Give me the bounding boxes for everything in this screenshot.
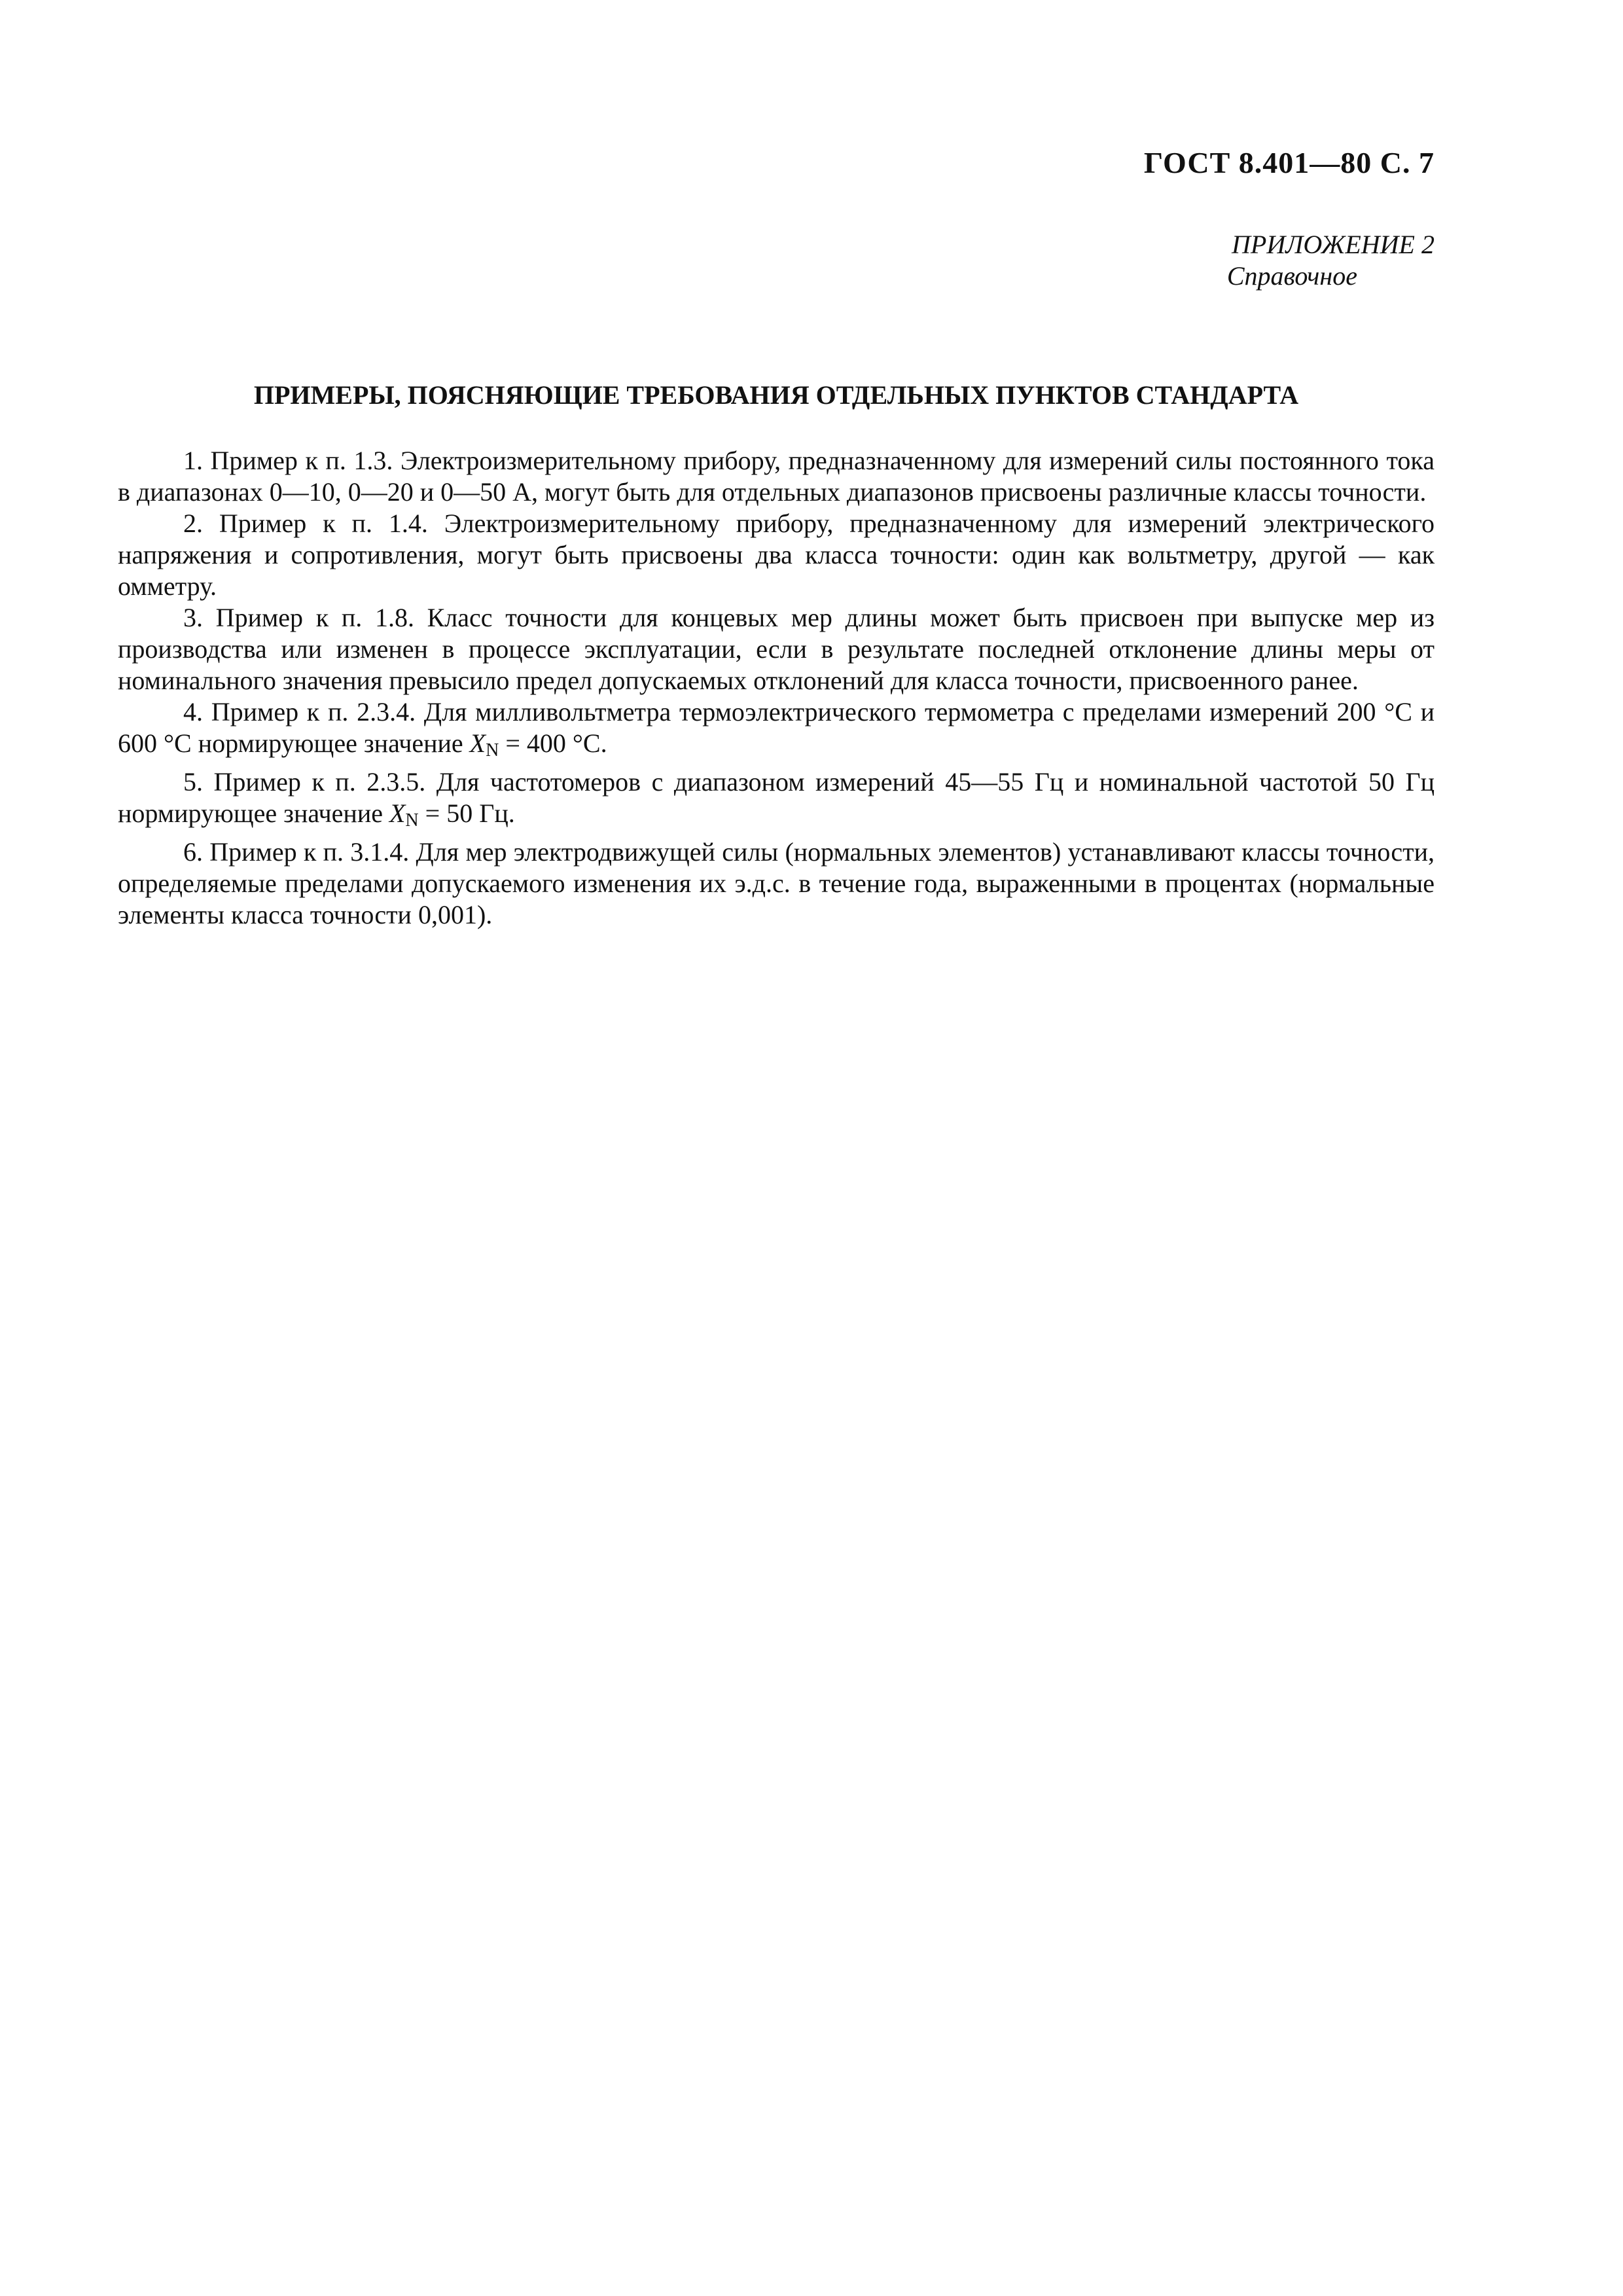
example-5-text: 5. Пример к п. 2.3.5. Для частотомеров с диапазоном измерений 45—55 Гц и номинальной частотой 50 Гц нормирующее значение — [118, 767, 1435, 828]
example-paragraph-3: 3. Пример к п. 1.8. Класс точности для концевых мер длины может быть присвоен при выпуске мер из производства или изменен в процессе эксплуатации, если в результате последней отклонение длины меры от номинального значения превысило предел допускаемых отклонений для класса точности, присвоенного ранее. — [118, 603, 1435, 695]
appendix-label: ПРИЛОЖЕНИЕ 2 — [1232, 230, 1435, 259]
appendix-type: Справочное — [1226, 261, 1357, 291]
document-code-header: ГОСТ 8.401—80 С. 7 — [1143, 146, 1435, 179]
example-paragraph-2: 2. Пример к п. 1.4. Электроизмерительному прибору, предназначенному для измерений электрического напряжения и сопротивления, могут быть присвоены два класса точности: один как вольтметру, другой — как омметру. — [118, 509, 1435, 601]
section-title: ПРИМЕРЫ, ПОЯСНЯЮЩИЕ ТРЕБОВАНИЯ ОТДЕЛЬНЫХ ПУНКТОВ СТАНДАРТА — [253, 380, 1299, 410]
example-5-value: = 50 Гц. — [418, 798, 515, 828]
variable-x: X — [389, 798, 406, 828]
variable-x: X — [469, 728, 486, 758]
example-4-value: = 400 °С. — [499, 728, 607, 758]
example-paragraph-4 — [118, 696, 1435, 766]
example-paragraph-6: 6. Пример к п. 3.1.4. Для мер электродвижущей силы (нормальных элементов) устанавливают классы точности, определяемые пределами допускаемого изменения их э.д.с. в течение года, выраженными в процентах (нормальные элементы класса точности 0,001). — [118, 837, 1435, 929]
example-paragraph-1: 1. Пример к п. 1.3. Электроизмерительному прибору, предназначенному для измерений силы постоянного тока в диапазонах 0—10, 0—20 и 0—50 А, могут быть для отдельных диапазонов присвоены различные классы точности. — [118, 446, 1435, 507]
examples-body — [118, 445, 1435, 931]
example-4-text: 4. Пример к п. 2.3.4. Для милливольтметра термоэлектрического термометра с пределами измерений 200 °С и 600 °С нормирующее значение — [118, 697, 1435, 758]
subscript-n: N — [486, 740, 499, 761]
example-paragraph-5 — [118, 766, 1435, 836]
subscript-n: N — [405, 810, 419, 831]
